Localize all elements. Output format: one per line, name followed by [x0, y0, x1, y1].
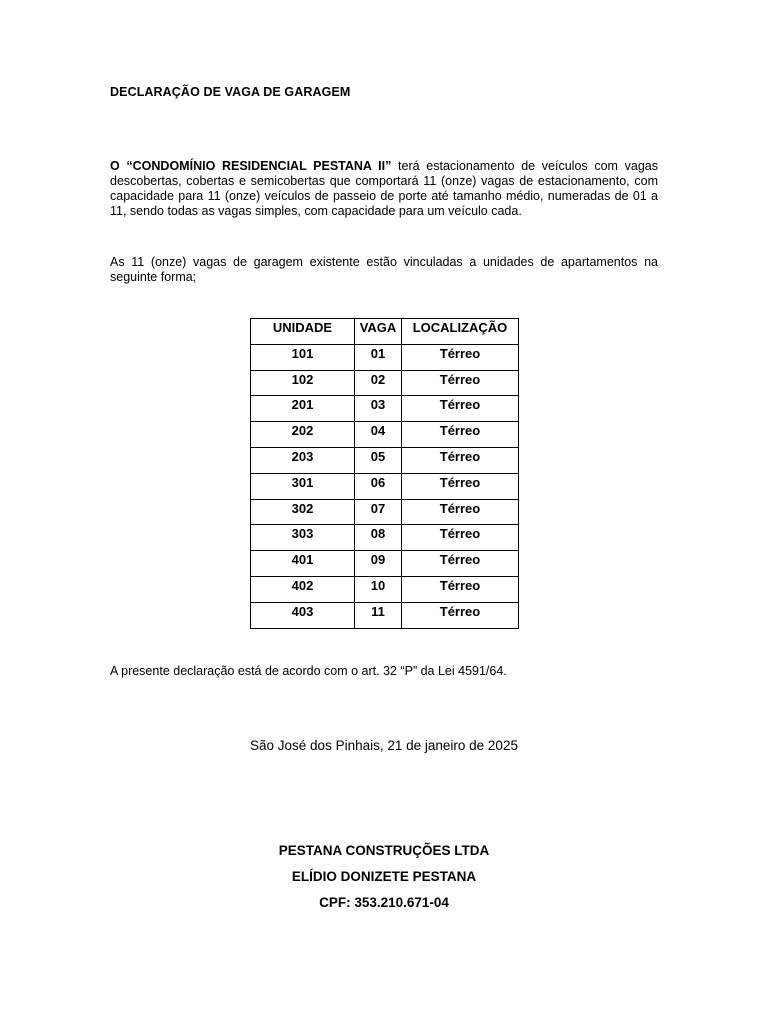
cell-unidade: 101: [251, 344, 355, 370]
cell-localizacao: Térreo: [402, 396, 519, 422]
parking-assignment-paragraph: As 11 (onze) vagas de garagem existente estão vinculadas a unidades de apartamentos na seguinte forma;: [110, 255, 658, 284]
cell-vaga: 09: [355, 551, 402, 577]
cell-vaga: 02: [355, 370, 402, 396]
cell-localizacao: Térreo: [402, 422, 519, 448]
header-vaga: VAGA: [355, 319, 402, 345]
cell-localizacao: Térreo: [402, 447, 519, 473]
cell-localizacao: Térreo: [402, 576, 519, 602]
cell-unidade: 402: [251, 576, 355, 602]
law-reference-note: A presente declaração está de acordo com o art. 32 “P” da Lei 4591/64.: [110, 664, 507, 678]
place-and-date: São José dos Pinhais, 21 de janeiro de 2025: [250, 738, 518, 753]
parking-table: [250, 318, 519, 629]
signature-name: ELÍDIO DONIZETE PESTANA: [291, 869, 477, 884]
cell-vaga: 07: [355, 499, 402, 525]
cell-localizacao: Térreo: [402, 551, 519, 577]
document-title: DECLARAÇÃO DE VAGA DE GARAGEM: [110, 85, 351, 99]
cell-localizacao: Térreo: [402, 370, 519, 396]
table-row: [251, 551, 519, 577]
condominium-name: O “CONDOMÍNIO RESIDENCIAL PESTANA II”: [110, 159, 392, 173]
cell-localizacao: Térreo: [402, 499, 519, 525]
table-row: [251, 602, 519, 628]
table-row: [251, 473, 519, 499]
cell-vaga: 05: [355, 447, 402, 473]
cell-vaga: 01: [355, 344, 402, 370]
table-row: [251, 576, 519, 602]
cell-unidade: 301: [251, 473, 355, 499]
cell-unidade: 202: [251, 422, 355, 448]
cell-unidade: 403: [251, 602, 355, 628]
cell-vaga: 11: [355, 602, 402, 628]
table-row: [251, 370, 519, 396]
cell-unidade: 401: [251, 551, 355, 577]
cell-localizacao: Térreo: [402, 473, 519, 499]
cell-localizacao: Térreo: [402, 525, 519, 551]
cell-vaga: 08: [355, 525, 402, 551]
table-row: [251, 422, 519, 448]
signature-company: PESTANA CONSTRUÇÕES LTDA: [278, 843, 490, 858]
table-header-row: [251, 319, 519, 345]
cell-localizacao: Térreo: [402, 602, 519, 628]
signature-cpf: CPF: 353.210.671-04: [319, 895, 449, 910]
table-row: [251, 525, 519, 551]
intro-paragraph-text: terá estacionamento de veículos com vagas descobertas, cobertas e semicobertas que comportará 11 (onze) vagas de estacionamento, com capacidade para 11 (onze) veículos de passeio de porte até tamanho médio, numeradas de 01 a 11, sendo todas as vagas simples, com capacidade para um veículo cada.: [110, 159, 658, 218]
cell-vaga: 04: [355, 422, 402, 448]
table-row: [251, 499, 519, 525]
cell-unidade: 303: [251, 525, 355, 551]
cell-unidade: 201: [251, 396, 355, 422]
cell-localizacao: Térreo: [402, 344, 519, 370]
cell-unidade: 203: [251, 447, 355, 473]
table-row: [251, 447, 519, 473]
table-row: [251, 344, 519, 370]
header-unidade: UNIDADE: [251, 319, 355, 345]
intro-paragraph: [110, 159, 658, 219]
cell-vaga: 06: [355, 473, 402, 499]
header-localizacao: LOCALIZAÇÃO: [402, 319, 519, 345]
cell-unidade: 302: [251, 499, 355, 525]
cell-unidade: 102: [251, 370, 355, 396]
cell-vaga: 10: [355, 576, 402, 602]
table-row: [251, 396, 519, 422]
cell-vaga: 03: [355, 396, 402, 422]
